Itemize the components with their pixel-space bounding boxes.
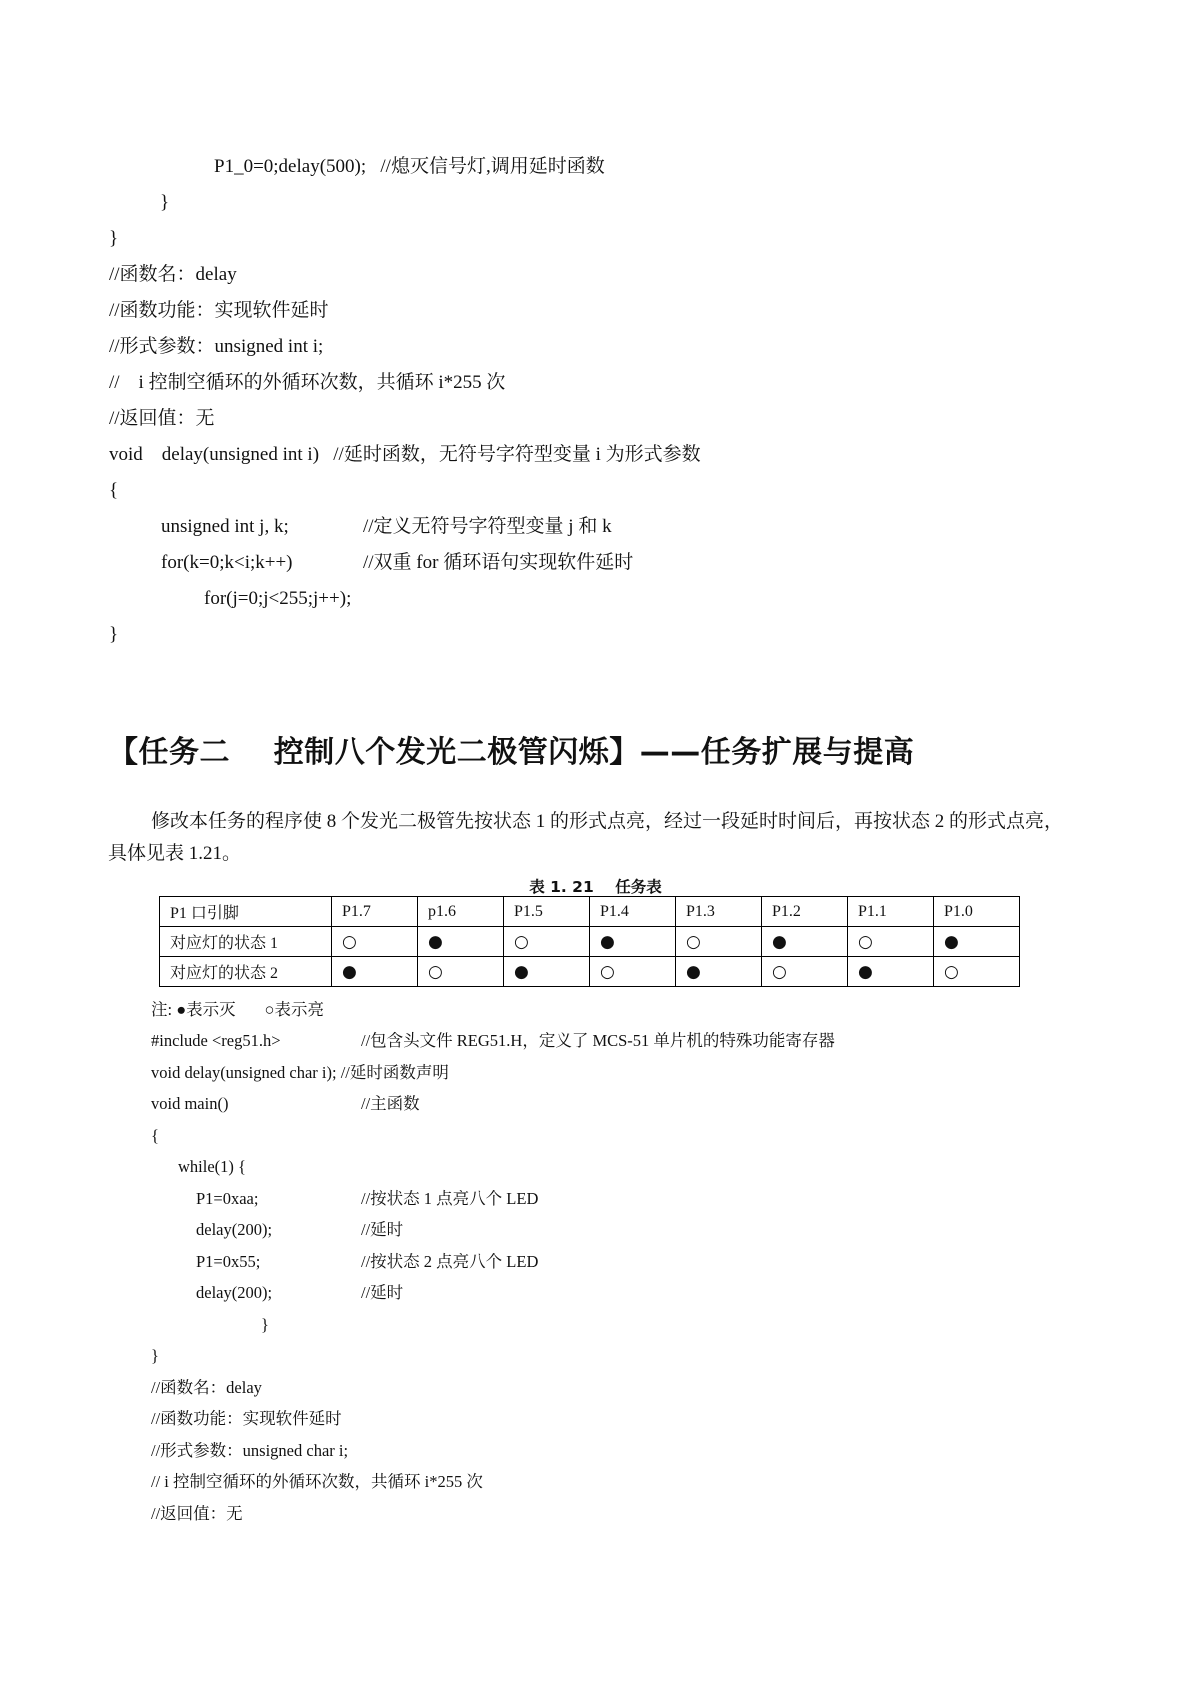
led-state-symbol: ●: [590, 927, 676, 957]
code-comment: //包含头文件 REG51.H，定义了 MCS-51 单片机的特殊功能寄存器: [361, 1031, 835, 1050]
code-line: {: [109, 480, 119, 501]
code-comment: //主函数: [361, 1094, 420, 1113]
table-cell: P1.5: [504, 897, 590, 927]
code-line: P1_0=0;delay(500); //熄灭信号灯,调用延时函数: [214, 156, 605, 177]
code-line: // i 控制空循环的外循环次数，共循环 i*255 次: [151, 1472, 483, 1491]
section-paragraph: 修改本任务的程序使 8 个发光二极管先按状态 1 的形式点亮，经过一段延时时间后，再按状态 2 的形式点亮，具体见表 1.21。: [108, 811, 1064, 864]
table-cell: p1.6: [418, 897, 504, 927]
code-line: //形式参数：unsigned char i;: [151, 1441, 349, 1460]
led-state-symbol: ●: [762, 927, 848, 957]
code-line: //函数名：delay: [109, 264, 237, 285]
table-row: [160, 927, 1020, 957]
led-state-symbol: ○: [504, 927, 590, 957]
code-line: }: [160, 192, 170, 213]
table-caption: 表 1. 21 任务表: [529, 878, 662, 896]
code-line: }: [109, 228, 119, 249]
code-line: //返回值：无: [151, 1504, 243, 1523]
led-state-symbol: ●: [676, 957, 762, 987]
code-comment: //双重 for 循环语句实现软件延时: [363, 552, 634, 573]
code-line: P1=0xaa;: [196, 1189, 259, 1208]
table-cell: P1.0: [934, 897, 1020, 927]
led-state-symbol: ○: [934, 957, 1020, 987]
led-state-symbol: ○: [332, 927, 418, 957]
table-cell: P1.1: [848, 897, 934, 927]
code-line: for(j=0;j<255;j++);: [204, 588, 352, 609]
code-line: while(1) {: [178, 1157, 246, 1176]
table-cell: P1.7: [332, 897, 418, 927]
code-line: void main(): [151, 1094, 229, 1113]
code-comment: //定义无符号字符型变量 j 和 k: [363, 516, 612, 537]
code-line: //函数名：delay: [151, 1378, 262, 1397]
table-row: [160, 957, 1020, 987]
code-comment: //延时: [361, 1283, 404, 1302]
code-line: {: [151, 1126, 159, 1145]
code-line: delay(200);: [196, 1283, 273, 1302]
code-line: #include <reg51.h>: [151, 1031, 281, 1050]
code-line: //返回值：无: [109, 408, 215, 429]
table-note: 注: ●表示灭 ○表示亮: [151, 1000, 325, 1019]
code-comment: //延时: [361, 1220, 404, 1239]
led-state-symbol: ○: [762, 957, 848, 987]
led-state-symbol: ○: [590, 957, 676, 987]
code-line: delay(200);: [196, 1220, 273, 1239]
led-state-symbol: ○: [676, 927, 762, 957]
led-state-symbol: ●: [934, 927, 1020, 957]
led-state-symbol: ●: [848, 957, 934, 987]
code-line: P1=0x55;: [196, 1252, 261, 1271]
led-state-symbol: ●: [418, 927, 504, 957]
table-cell: 对应灯的状态 2: [160, 957, 332, 987]
code-line: //函数功能：实现软件延时: [109, 300, 329, 321]
table-cell: 对应灯的状态 1: [160, 927, 332, 957]
task-table: [159, 896, 1020, 987]
led-state-symbol: ●: [332, 957, 418, 987]
code-line: void delay(unsigned char i); //延时函数声明: [151, 1063, 449, 1082]
code-line: //函数功能：实现软件延时: [151, 1409, 342, 1428]
code-line: }: [151, 1346, 159, 1365]
code-comment: //按状态 1 点亮八个 LED: [361, 1189, 539, 1208]
code-line: // i 控制空循环的外循环次数，共循环 i*255 次: [109, 372, 506, 393]
table-cell: P1.2: [762, 897, 848, 927]
led-state-symbol: ○: [418, 957, 504, 987]
code-line: }: [109, 624, 119, 645]
section-heading: 【任务二 控制八个发光二极管闪烁】——任务扩展与提高: [108, 735, 915, 770]
table-header-row: [160, 897, 1020, 927]
led-state-symbol: ●: [504, 957, 590, 987]
table-cell: P1 口引脚: [160, 897, 332, 927]
table-cell: P1.3: [676, 897, 762, 927]
code-line: }: [261, 1315, 269, 1334]
code-line: unsigned int j, k;: [161, 516, 289, 537]
code-comment: //按状态 2 点亮八个 LED: [361, 1252, 539, 1271]
code-line: void delay(unsigned int i) //延时函数，无符号字符型变量 i 为形式参数: [109, 444, 701, 465]
table-cell: P1.4: [590, 897, 676, 927]
led-state-symbol: ○: [848, 927, 934, 957]
code-line: //形式参数：unsigned int i;: [109, 336, 324, 357]
code-line: for(k=0;k<i;k++): [161, 552, 293, 573]
